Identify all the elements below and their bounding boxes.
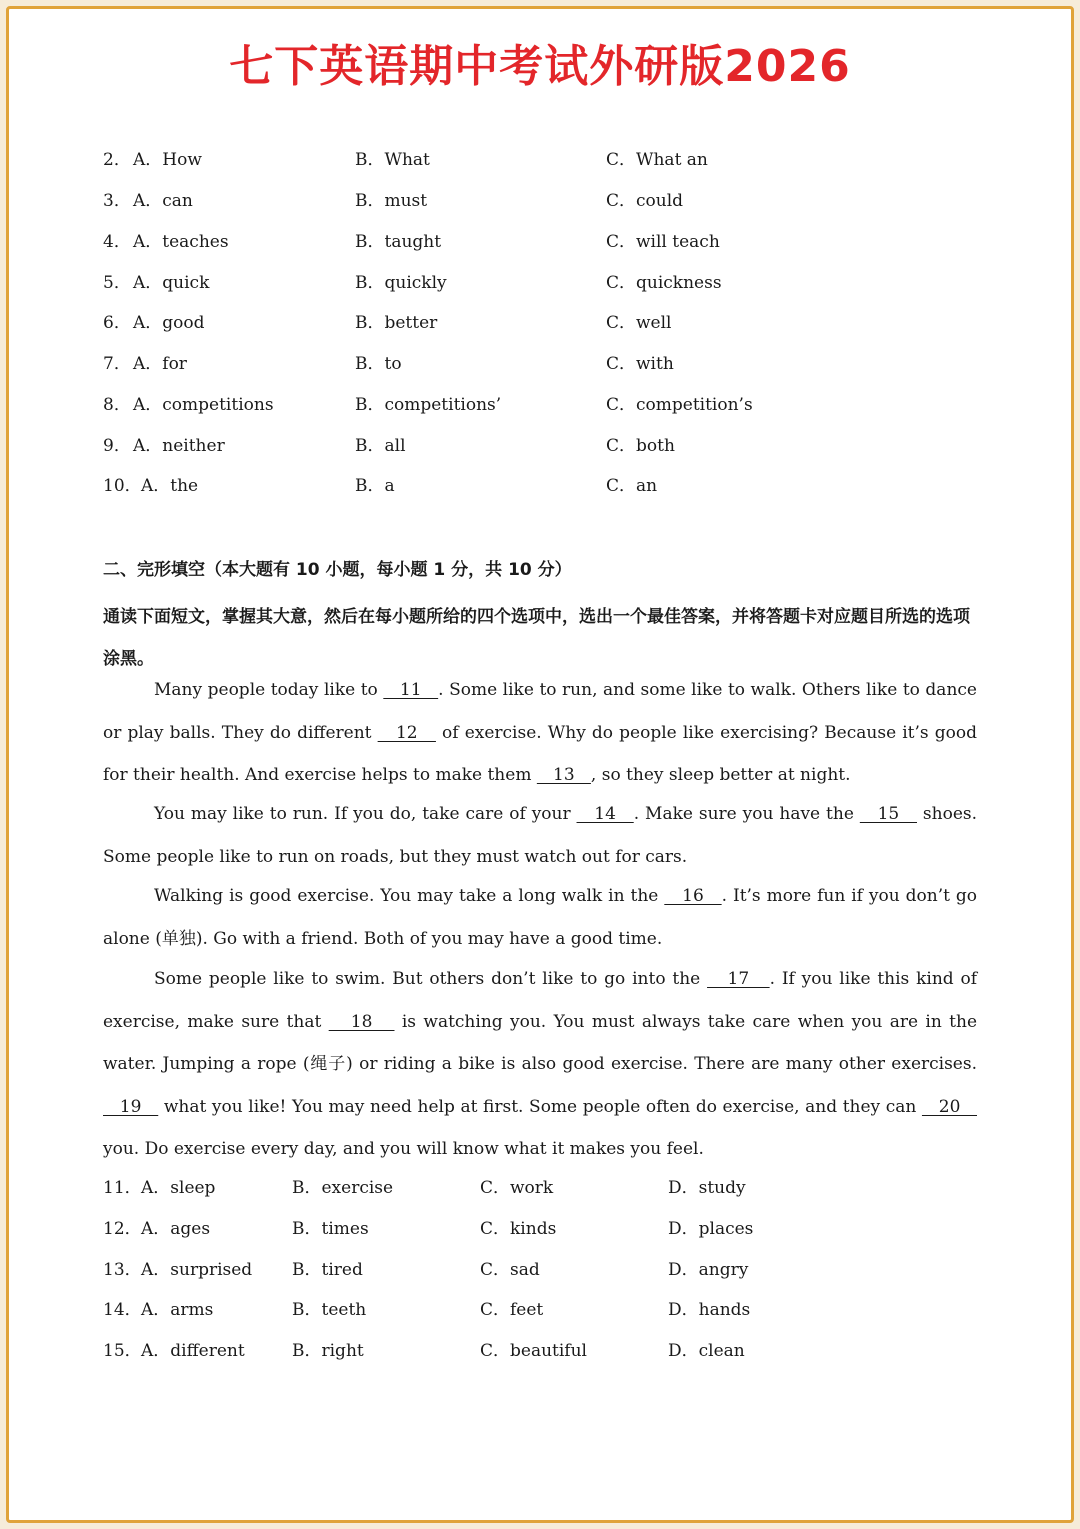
- option-a: A．ages: [141, 1219, 211, 1239]
- section-instruction: 通读下面短文，掌握其大意，然后在每小题所给的四个选项中，选出一个最佳答案，并将答题卡对应题目所选的选项涂黑。: [103, 607, 970, 669]
- option-b: B．tired: [292, 1260, 363, 1280]
- option-row: [0, 1256, 1080, 1284]
- question-number: 8．: [103, 395, 131, 415]
- option-c: C．both: [606, 436, 675, 456]
- passage-text: is watching you. You must always take care when you are in the water. Jumping a rope (绳子) or riding a bike is also good exercise. There are many other exercises.: [103, 1011, 978, 1074]
- question-number: 2．: [103, 150, 131, 170]
- section-heading: 二、完形填空（本大题有 10 小题，每小题 1 分，共 10 分）: [103, 560, 572, 580]
- blank-15: 15: [859, 804, 917, 824]
- option-row: [0, 1174, 1080, 1202]
- blank-12: 12: [377, 722, 436, 743]
- question-number: 3．: [103, 191, 131, 211]
- option-d: D．study: [668, 1178, 746, 1198]
- passage-text: Some people like to swim. But others don’t like to go into the: [154, 969, 708, 989]
- passage-text: what you like! You may need help at first. Some people often do exercise, and they can: [158, 1096, 922, 1117]
- option-a: A．neither: [133, 436, 225, 456]
- page-title: 七下英语期中考试外研版2026: [229, 41, 851, 92]
- option-d: D．clean: [668, 1341, 745, 1361]
- passage-text: you. Do exercise every day, and you will know what it makes you feel.: [103, 1139, 704, 1159]
- option-a: A．arms: [141, 1300, 214, 1320]
- passage-text: Many people today like to: [154, 680, 384, 700]
- question-number: 12．: [103, 1219, 142, 1239]
- option-d: D．angry: [668, 1260, 749, 1280]
- option-row: [0, 1215, 1080, 1243]
- question-number: 5．: [103, 273, 131, 293]
- option-row: [0, 350, 1080, 378]
- option-b: B．exercise: [292, 1178, 394, 1198]
- option-a: A．the: [141, 476, 199, 496]
- question-number: 9．: [103, 436, 131, 456]
- option-b: B．competitions’: [355, 395, 502, 415]
- passage-text: Walking is good exercise. You may take a long walk in the: [154, 886, 665, 906]
- passage-paragraph-3: [103, 875, 977, 960]
- option-row: [0, 228, 1080, 256]
- option-c: C．could: [606, 191, 684, 211]
- option-c: C．beautiful: [480, 1341, 587, 1361]
- option-c: C．well: [606, 313, 672, 333]
- option-b: B．all: [355, 436, 406, 456]
- option-row: [0, 432, 1080, 460]
- question-number: 4．: [103, 232, 131, 252]
- blank-16: 16: [664, 886, 722, 906]
- option-a: A．can: [133, 191, 193, 211]
- option-b: B．taught: [355, 232, 442, 252]
- option-row: [0, 1337, 1080, 1365]
- passage-text: of exercise. Why do people like exercising? Because it’s good for their health. And exercise helps to make them: [103, 722, 977, 785]
- option-b: B．better: [355, 313, 438, 333]
- blank-17: 17: [707, 969, 770, 989]
- option-a: A．competitions: [133, 395, 274, 415]
- passage-paragraph-2: [103, 793, 977, 878]
- option-row: [0, 146, 1080, 174]
- option-c: C．feet: [480, 1300, 544, 1320]
- option-c: C．sad: [480, 1260, 540, 1280]
- option-row: [0, 187, 1080, 215]
- passage-text: You may like to run. If you do, take care of your: [154, 804, 577, 824]
- option-row: [0, 472, 1080, 500]
- passage-paragraph-4: [103, 958, 977, 1171]
- passage-text: shoes. Some people like to run on roads, but they must watch out for cars.: [103, 804, 978, 867]
- passage-text: . Some like to run, and some like to walk. Others like to dance or play balls. They do different: [103, 680, 977, 743]
- question-number: 13．: [103, 1260, 142, 1280]
- option-b: B．right: [292, 1341, 364, 1361]
- option-a: A．quick: [133, 273, 210, 293]
- option-b: B．times: [292, 1219, 369, 1239]
- option-b: B．What: [355, 150, 430, 170]
- option-a: A．teaches: [133, 232, 229, 252]
- blank-13: 13: [536, 765, 591, 785]
- option-d: D．places: [668, 1219, 754, 1239]
- blank-20: 20: [921, 1096, 977, 1117]
- option-a: A．sleep: [141, 1178, 216, 1198]
- option-a: A．surprised: [141, 1260, 253, 1280]
- blank-18: 18: [328, 1011, 395, 1032]
- question-number: 14．: [103, 1300, 142, 1320]
- option-a: A．different: [141, 1341, 245, 1361]
- option-a: A．for: [133, 354, 187, 374]
- option-b: B．teeth: [292, 1300, 367, 1320]
- passage-text: , so they sleep better at night.: [590, 765, 851, 785]
- option-c: C．competition’s: [606, 395, 753, 415]
- passage-text: . It’s more fun if you don’t go alone (单独). Go with a friend. Both of you may have a good time.: [103, 886, 977, 949]
- option-c: C．What an: [606, 150, 708, 170]
- option-b: B．to: [355, 354, 402, 374]
- passage-paragraph-1: [103, 669, 977, 797]
- option-a: A．good: [133, 313, 205, 333]
- option-b: B．a: [355, 476, 395, 496]
- blank-14: 14: [576, 804, 634, 824]
- option-b: B．must: [355, 191, 428, 211]
- option-b: B．quickly: [355, 273, 447, 293]
- blank-19: 19: [103, 1096, 159, 1117]
- option-c: C．with: [606, 354, 674, 374]
- passage-text: . Make sure you have the: [633, 804, 860, 824]
- question-number: 15．: [103, 1341, 142, 1361]
- option-c: C．an: [606, 476, 658, 496]
- option-c: C．work: [480, 1178, 554, 1198]
- blank-11: 11: [383, 680, 439, 700]
- option-row: [0, 269, 1080, 297]
- option-row: [0, 391, 1080, 419]
- question-number: 11．: [103, 1178, 142, 1198]
- option-row: [0, 309, 1080, 337]
- option-c: C．quickness: [606, 273, 722, 293]
- option-row: [0, 1296, 1080, 1324]
- question-number: 6．: [103, 313, 131, 333]
- option-d: D．hands: [668, 1300, 751, 1320]
- option-c: C．will teach: [606, 232, 720, 252]
- option-c: C．kinds: [480, 1219, 557, 1239]
- question-number: 7．: [103, 354, 131, 374]
- passage-text: . If you like this kind of exercise, make sure that: [103, 969, 978, 1032]
- option-a: A．How: [133, 150, 202, 170]
- question-number: 10．: [103, 476, 142, 496]
